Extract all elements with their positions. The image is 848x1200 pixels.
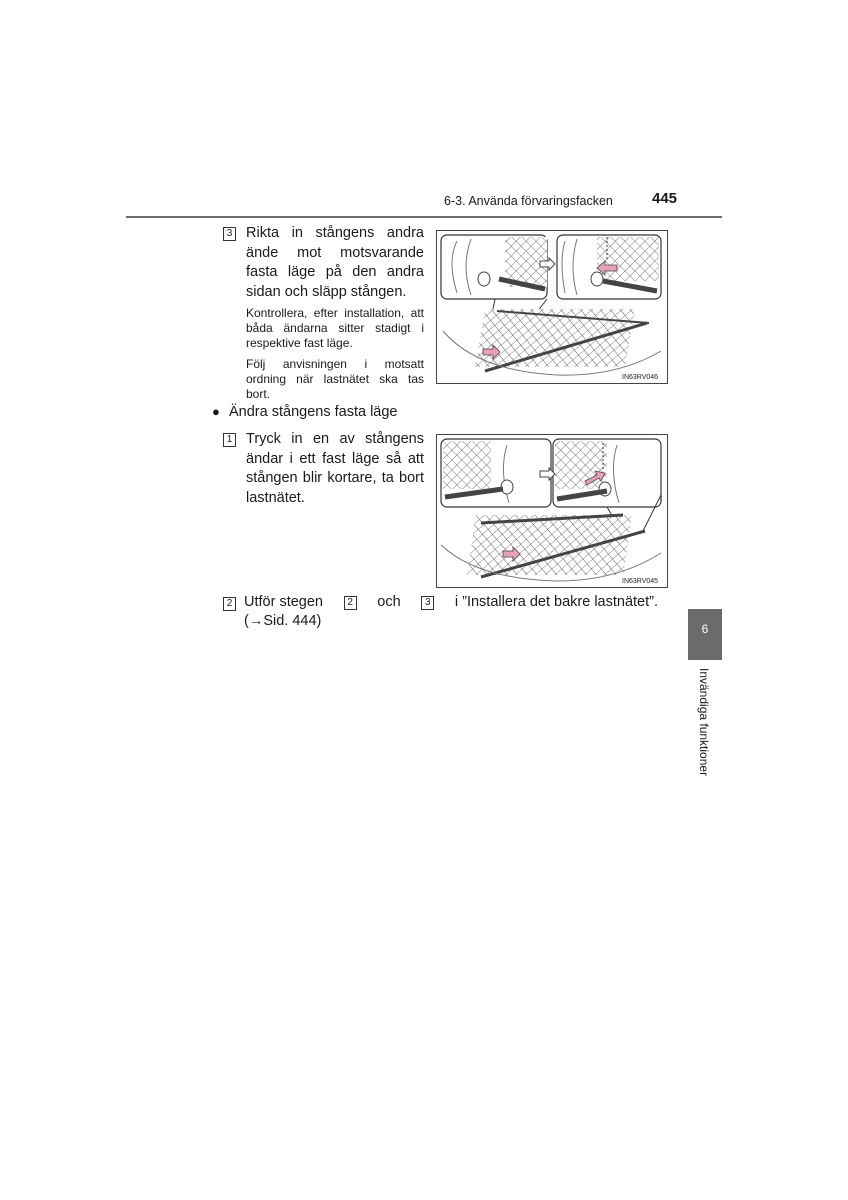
step-1-text: Tryck in en av stångens ändar i ett fast läge så att stången blir kortare, ta bort lastnätet.: [246, 431, 424, 506]
step-reference-box: 2: [344, 596, 357, 610]
page-number: 445: [652, 190, 678, 207]
figure-code: IN63RV046: [622, 374, 659, 381]
step-number-box: 2: [223, 597, 236, 611]
section-heading: Ändra stångens fasta läge: [229, 404, 398, 420]
section-title: 6-3. Använda förvaringsfacken: [444, 194, 613, 208]
step-3-text: Rikta in stångens andra ände mot motsvarande fasta läge på den andra sidan och släpp stången.: [246, 225, 424, 300]
step-number-box: 3: [223, 227, 236, 241]
figure-code: IN63RV045: [622, 578, 659, 585]
figure-install-net: [436, 230, 668, 384]
step-2-text-a: Utför stegen: [244, 594, 323, 610]
step-2-text-c: i ”Installera det bakre lastnätet”.: [454, 594, 658, 610]
chapter-title: Invändiga funktioner: [697, 668, 711, 777]
page-reference: (→Sid. 444): [244, 613, 322, 629]
figure-change-position: [436, 434, 668, 588]
step-reference-box: 3: [421, 596, 434, 610]
step-number-box: 1: [223, 433, 236, 447]
chapter-number: 6: [701, 622, 709, 636]
step-3-note-remove: Följ anvisningen i motsatt ordning när lastnätet ska tas bort.: [246, 357, 424, 401]
cargo-net-install-illustration: [437, 231, 667, 383]
step-3-note-check: Kontrollera, efter installation, att båda ändarna sitter stadigt i respektive fast läge.: [246, 306, 424, 350]
step-2-text-b: och: [377, 594, 401, 610]
header-divider: [126, 216, 722, 218]
cargo-net-position-illustration: [437, 435, 667, 587]
step-2-text: [244, 593, 658, 631]
bullet-icon: ●: [212, 404, 220, 419]
